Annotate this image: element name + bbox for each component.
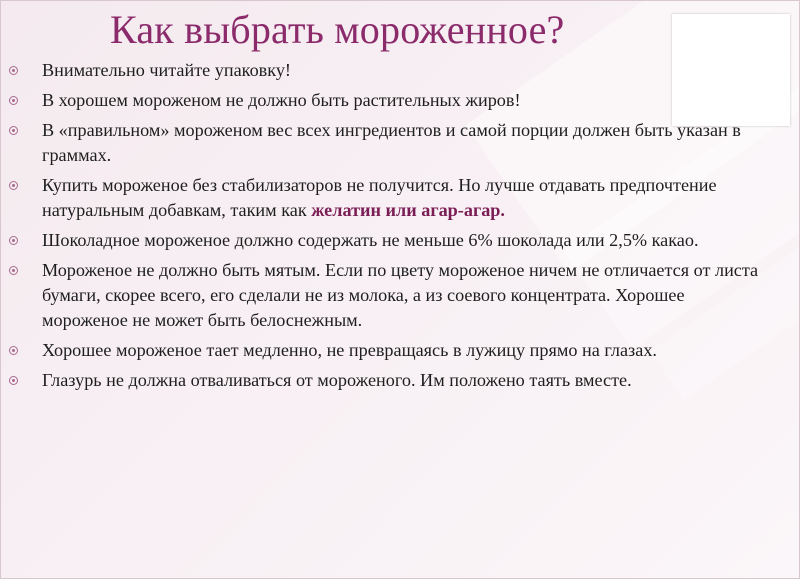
- bullet-text: В хорошем мороженом не должно быть растительных жиров!: [42, 90, 521, 110]
- bullet-text: В «правильном» мороженом вес всех ингредиентов и самой порции должен быть указан в граммах.: [42, 120, 741, 165]
- bullet-item: [0, 173, 800, 223]
- slide-title: Как выбрать мороженное?: [110, 7, 565, 52]
- bullet-text: Хорошее мороженое тает медленно, не превращаясь в лужицу прямо на глазах.: [42, 340, 657, 360]
- bullet-text: Мороженое не должно быть мятым. Если по цвету мороженое ничем не отличается от листа бумаги, скорее всего, его сделали не из молока, а из соевого концентрата. Хорошее мороженое не может быть белоснежным.: [42, 260, 759, 330]
- bullet-text: Глазурь не должна отваливаться от мороженого. Им положено таять вместе.: [42, 370, 632, 390]
- bullet-item: [0, 338, 800, 363]
- bullet-text: Внимательно читайте упаковку!: [42, 60, 291, 80]
- bullet-item: [0, 258, 800, 333]
- bullet-item: [0, 228, 800, 253]
- bullet-icon: [9, 266, 18, 275]
- bullet-icon: [9, 96, 18, 105]
- bullet-icon: [9, 66, 18, 75]
- bullet-icon: [9, 181, 18, 190]
- bullet-list: [0, 58, 800, 398]
- bullet-icon: [9, 376, 18, 385]
- bullet-text: Купить мороженое без стабилизаторов не получится. Но лучше отдавать предпочтение натуральным добавкам, таким как: [42, 175, 717, 220]
- bullet-item: [0, 58, 800, 83]
- bullet-text: Шоколадное мороженое должно содержать не меньше 6% шоколада или 2,5% какао.: [42, 230, 699, 250]
- bullet-item: [0, 118, 800, 168]
- bullet-icon: [9, 346, 18, 355]
- bullet-icon: [9, 126, 18, 135]
- bullet-icon: [9, 236, 18, 245]
- bullet-highlight: желатин или агар-агар.: [311, 200, 505, 220]
- bullet-item: [0, 88, 800, 113]
- bullet-item: [0, 368, 800, 393]
